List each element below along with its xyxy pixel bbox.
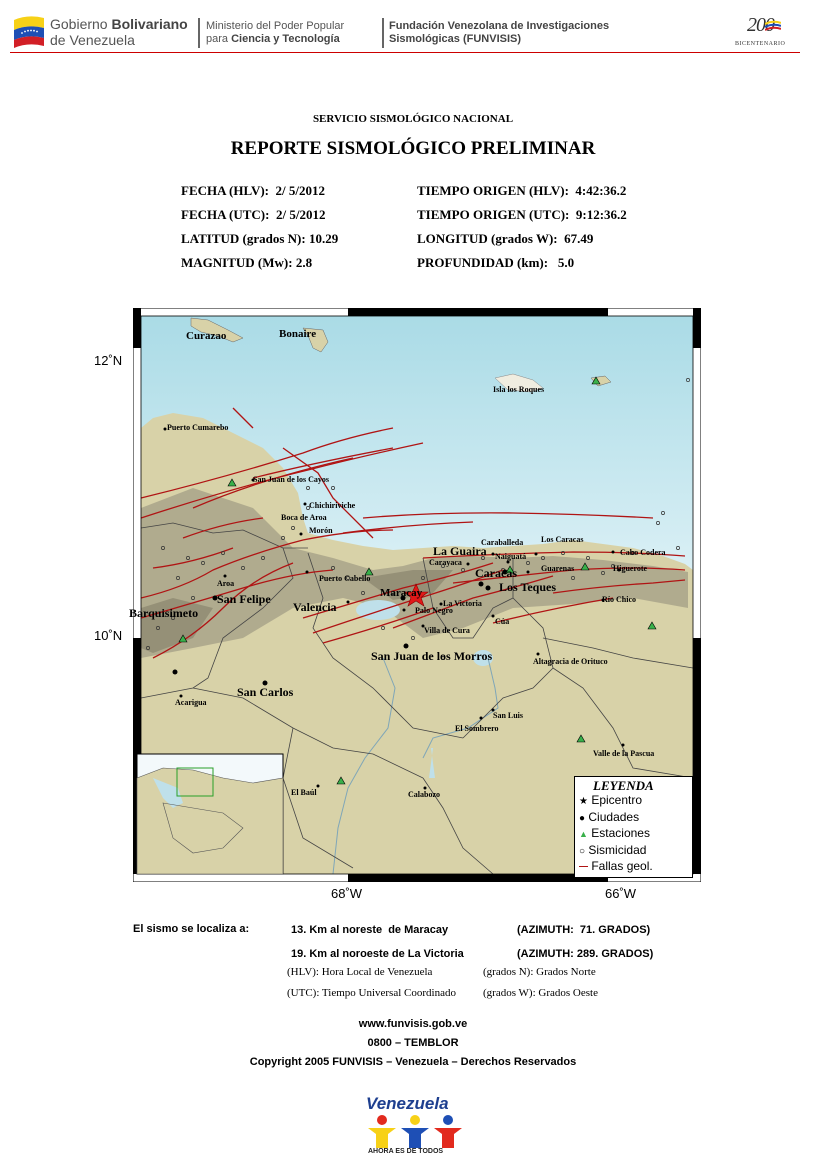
- place-label: Puerto Cabello: [319, 574, 371, 583]
- field-value: 5.0: [557, 255, 575, 270]
- legend-item-cities: [579, 810, 653, 827]
- place-label: Los Caracas: [541, 535, 584, 544]
- lon-label-66w: 66˚W: [605, 886, 637, 901]
- place-label: Barquisimeto: [129, 606, 199, 620]
- fundation-line-2: Sismológicas (FUNVISIS): [389, 33, 522, 45]
- location-line: 13. Km al noreste de Maracay: [291, 924, 449, 936]
- place-label: Cúa: [495, 617, 510, 626]
- ministry-line-2-normal: para: [206, 33, 232, 45]
- place-label: Bonaire: [279, 328, 317, 340]
- field-label: LONGITUD (grados W):: [417, 231, 558, 246]
- legend-label: Fallas geol.: [591, 859, 653, 873]
- place-label: Cabo Codera: [620, 548, 666, 557]
- field-value: 67.49: [564, 231, 594, 246]
- place-label: San Juan de los Morros: [371, 649, 493, 663]
- flag-swirl-icon: [765, 20, 781, 32]
- field-label: TIEMPO ORIGEN (UTC):: [417, 207, 570, 222]
- gov-subtitle: de Venezuela: [50, 32, 135, 48]
- legend-item-faults: [579, 859, 653, 875]
- star-icon: ★: [579, 796, 588, 807]
- service-name: SERVICIO SISMOLÓGICO NACIONAL: [312, 113, 514, 125]
- field-label: TIEMPO ORIGEN (HLV):: [417, 183, 569, 198]
- glossary-item: (grados N): Grados Norte: [483, 966, 596, 978]
- location-intro: El sismo se localiza a:: [133, 923, 250, 935]
- triangle-icon: ▲: [579, 829, 588, 839]
- place-label: La Victoria: [443, 599, 482, 608]
- place-label: Carayaca: [429, 558, 462, 567]
- place-label: Guarenas: [541, 564, 575, 573]
- place-label: El Baúl: [291, 788, 317, 797]
- place-label: Higuerote: [613, 564, 648, 573]
- legend-item-seismicity: [579, 843, 653, 860]
- field-value: 2/ 5/2012: [275, 207, 326, 222]
- place-label: Morón: [309, 526, 333, 535]
- inset-map: [137, 754, 283, 874]
- lat-label-12n: 12˚N: [94, 353, 123, 368]
- place-label: Curazao: [186, 330, 227, 342]
- logo-title: Venezuela: [366, 1094, 449, 1113]
- place-label: San Luis: [493, 711, 524, 720]
- location-line: 19. Km al noroeste de La Victoria: [291, 948, 464, 960]
- report-title: REPORTE SISMOLÓGICO PRELIMINAR: [230, 138, 596, 159]
- field-value: 2/ 5/2012: [275, 183, 325, 198]
- field-label: PROFUNDIDAD (km):: [417, 255, 549, 270]
- place-label: La Guaira: [433, 544, 487, 558]
- place-label: Valencia: [293, 600, 337, 614]
- field-label: FECHA (HLV):: [181, 183, 269, 198]
- circle-icon: ○: [579, 845, 586, 857]
- field-label: MAGNITUD (Mw):: [181, 255, 293, 270]
- place-label: San Juan de los Cayos: [253, 475, 330, 484]
- footer-copyright: Copyright 2005 FUNVISIS – Venezuela – Derechos Reservados: [249, 1056, 577, 1068]
- place-label: Valle de la Pascua: [593, 749, 655, 758]
- fault-line-icon: [579, 866, 588, 867]
- place-label: Aroa: [217, 579, 235, 588]
- logo-slogan: AHORA ES DE TODOS: [368, 1148, 444, 1155]
- glossary-item: (HLV): Hora Local de Venezuela: [287, 966, 433, 978]
- venezuela-ahora-logo: [362, 1094, 468, 1160]
- place-label: Caraballeda: [481, 538, 524, 547]
- legend-label: Estaciones: [591, 826, 650, 840]
- glossary-item: (UTC): Tiempo Universal Coordinado: [287, 987, 456, 999]
- lat-label-10n: 10˚N: [94, 628, 123, 643]
- field-value: 9:12:36.2: [575, 207, 627, 222]
- bicentenario-text: BICENTENARIO: [735, 41, 786, 47]
- header-separator: [382, 18, 384, 48]
- legend-item-epicenter: [579, 793, 653, 810]
- place-label: Villa de Cura: [424, 626, 470, 635]
- place-label: El Sombrero: [455, 724, 499, 733]
- legend-item-stations: [579, 826, 653, 843]
- ministry-line-2-bold: Ciencia y Tecnología: [231, 33, 340, 45]
- place-label: Calabozo: [408, 790, 440, 799]
- fundation-line-1: Fundación Venezolana de Investigaciones: [389, 20, 610, 32]
- legend-label: Epicentro: [591, 793, 643, 807]
- place-label: Los Teques: [499, 580, 557, 594]
- place-label: Boca de Aroa: [281, 513, 327, 522]
- legend-label: Sismicidad: [588, 842, 647, 857]
- place-label: San Felipe: [217, 592, 271, 606]
- bicentenario-logo: [735, 14, 797, 52]
- lon-label-68w: 68˚W: [331, 886, 363, 901]
- place-label: Naiguatá: [495, 552, 527, 561]
- place-label: San Carlos: [237, 685, 294, 699]
- gov-title-normal: Gobierno: [50, 16, 112, 32]
- legend-label: Ciudades: [588, 809, 640, 824]
- place-label: Puerto Cumarebo: [167, 423, 229, 432]
- field-value: 2.8: [295, 255, 313, 270]
- place-label: Caracas: [475, 566, 517, 580]
- header-separator: [198, 18, 200, 48]
- dot-icon: ●: [579, 812, 586, 824]
- bicentenario-number: 200: [747, 14, 774, 36]
- legend-title: LEYENDA: [593, 778, 654, 793]
- field-value: 4:42:36.2: [575, 183, 627, 198]
- place-label: Chichiriviche: [309, 501, 356, 510]
- location-azimuth: (AZIMUTH: 289. GRADOS): [517, 948, 654, 960]
- venezuela-flag-icon: [10, 12, 46, 48]
- location-azimuth: (AZIMUTH: 71. GRADOS): [517, 924, 651, 936]
- glossary-item: (grados W): Grados Oeste: [483, 987, 598, 999]
- field-label: LATITUD (grados N):: [181, 231, 306, 246]
- field-label: FECHA (UTC):: [181, 207, 270, 222]
- footer-website: www.funvisis.gob.ve: [358, 1018, 468, 1030]
- place-label: Isla los Roques: [493, 385, 545, 394]
- place-label: Río Chico: [602, 595, 636, 604]
- place-label: Acarigua: [175, 698, 207, 707]
- place-label: Maracay: [380, 587, 423, 599]
- header-rule: [10, 52, 800, 53]
- field-value: 10.29: [308, 231, 339, 246]
- place-label: Altagracia de Orituco: [533, 657, 608, 666]
- ministry-line-1: Ministerio del Poder Popular: [206, 20, 345, 32]
- footer-phone: 0800 – TEMBLOR: [367, 1037, 459, 1049]
- gov-title-bold: Bolivariano: [111, 16, 188, 32]
- place-label: Palo Negro: [415, 606, 453, 615]
- map-legend: [574, 776, 693, 878]
- people-figures-icon: [366, 1114, 464, 1148]
